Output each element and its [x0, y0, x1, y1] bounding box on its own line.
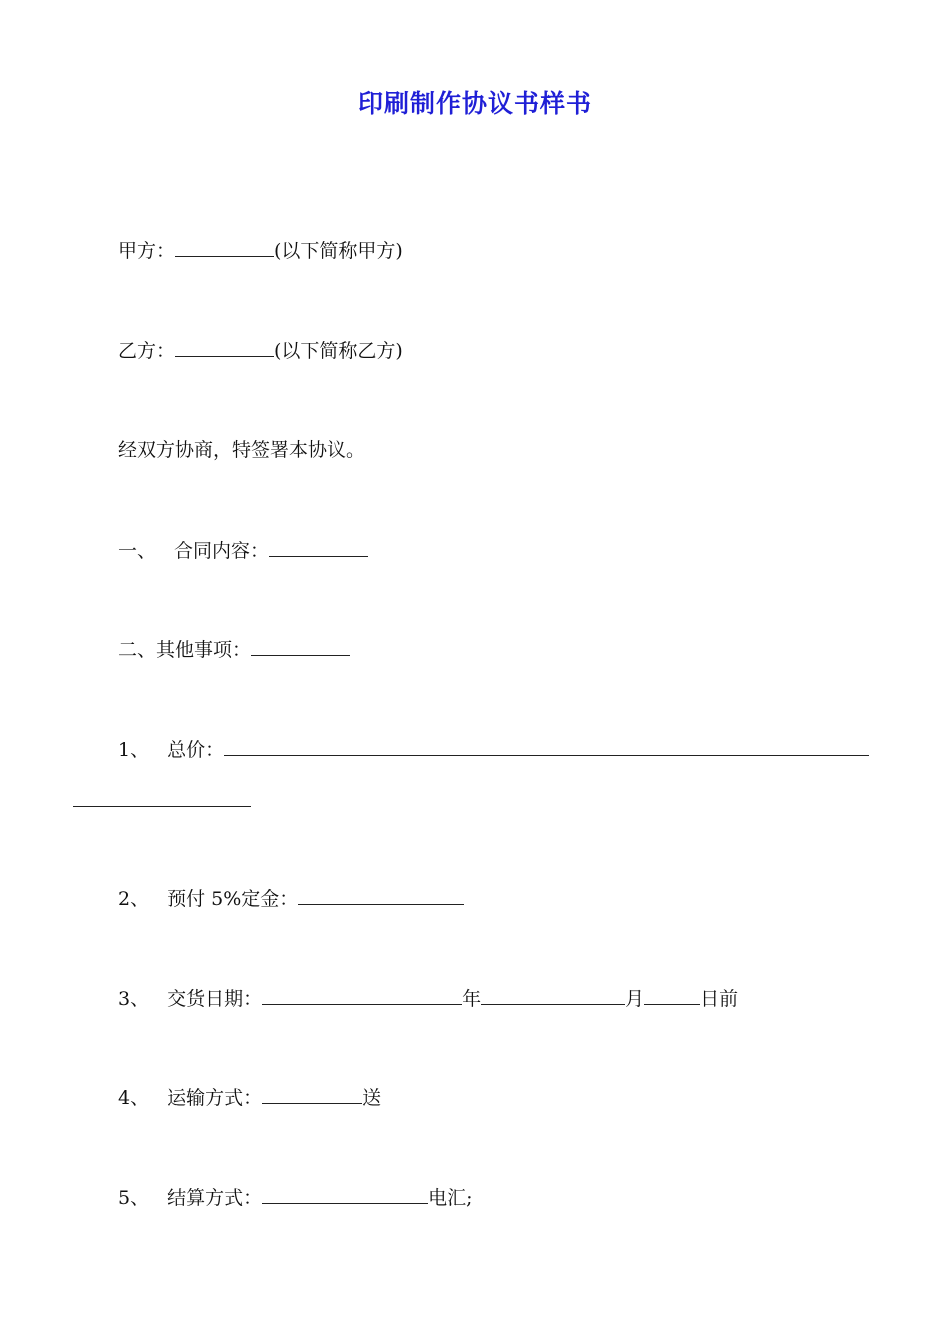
item-5-line: [118, 1185, 473, 1210]
document-title: 印刷制作协议书样书: [357, 89, 592, 118]
item-5-blank: [262, 1185, 428, 1204]
section-1-number: 一、: [118, 540, 157, 562]
party-a-note: (以下简称甲方): [274, 240, 403, 262]
item-4-blank: [262, 1085, 362, 1104]
item-3-number: 3、: [118, 988, 150, 1010]
party-b-label: 乙方：: [118, 340, 176, 362]
item-3-year-label: 年: [462, 988, 482, 1010]
item-3-month-label: 月: [625, 988, 645, 1010]
item-2-label: 预付 5%定金：: [167, 888, 299, 910]
item-1-line: [118, 737, 869, 762]
section-2-label: 其他事项：: [156, 639, 252, 661]
section-1-blank: [269, 538, 368, 557]
party-a-line: [118, 238, 403, 263]
item-3-day-blank: [644, 986, 700, 1005]
section-2-line: [118, 637, 350, 662]
item-3-year-blank: [262, 986, 462, 1005]
party-b-blank: [175, 338, 274, 357]
item-3-line: [118, 986, 738, 1011]
item-2-line: [118, 886, 464, 911]
section-1-label: 合同内容：: [174, 540, 270, 562]
party-a-label: 甲方：: [118, 240, 176, 262]
item-1-number: 1、: [118, 739, 150, 761]
item-3-label: 交货日期：: [167, 988, 263, 1010]
item-5-suffix: 电汇;: [428, 1187, 473, 1209]
section-2-number: 二、: [118, 639, 157, 661]
item-4-suffix: 送: [362, 1087, 382, 1109]
item-2-number: 2、: [118, 888, 150, 910]
item-4-number: 4、: [118, 1087, 150, 1109]
item-1-blank-continued: [73, 806, 251, 807]
intro-text: 经双方协商，特签署本协议。: [118, 439, 366, 461]
item-3-month-blank: [481, 986, 625, 1005]
item-3-day-label: 日前: [700, 988, 739, 1010]
item-2-blank: [298, 886, 464, 905]
item-1-label: 总价：: [167, 739, 225, 761]
party-a-blank: [175, 238, 274, 257]
item-5-label: 结算方式：: [167, 1187, 263, 1209]
item-4-line: [118, 1085, 381, 1110]
item-5-number: 5、: [118, 1187, 150, 1209]
party-b-line: [118, 338, 403, 363]
item-4-label: 运输方式：: [167, 1087, 263, 1109]
section-1-line: [118, 538, 368, 563]
item-1-blank: [224, 737, 869, 756]
party-b-note: (以下简称乙方): [274, 340, 403, 362]
section-2-blank: [251, 637, 350, 656]
